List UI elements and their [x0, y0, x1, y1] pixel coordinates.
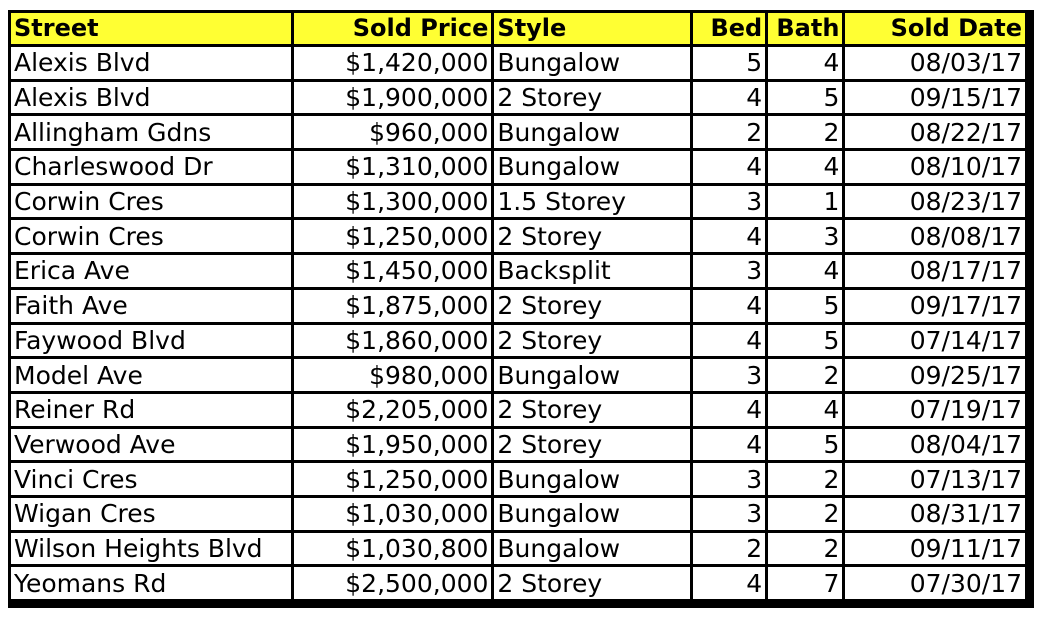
cell-bed[interactable]: 3	[693, 186, 765, 218]
cell-bed[interactable]: 4	[693, 325, 765, 357]
header-sold-date[interactable]: Sold Date	[845, 13, 1025, 44]
cell-bath[interactable]: 2	[768, 533, 842, 565]
table-row	[11, 151, 1025, 183]
cell-style[interactable]: Bungalow	[494, 463, 690, 495]
cell-street[interactable]: Erica Ave	[11, 255, 291, 287]
cell-style[interactable]: 2 Storey	[494, 82, 690, 114]
header-bed[interactable]: Bed	[693, 13, 765, 44]
cell-sold-price[interactable]: $1,310,000	[294, 151, 492, 183]
cell-bed[interactable]: 3	[693, 255, 765, 287]
cell-sold-date[interactable]: 09/17/17	[845, 290, 1025, 322]
cell-sold-date[interactable]: 09/11/17	[845, 533, 1025, 565]
cell-sold-date[interactable]: 07/30/17	[845, 567, 1025, 599]
cell-bath[interactable]: 4	[768, 47, 842, 79]
cell-bath[interactable]: 3	[768, 220, 842, 252]
sales-table	[8, 10, 1028, 602]
cell-bath[interactable]: 2	[768, 463, 842, 495]
cell-bath[interactable]: 7	[768, 567, 842, 599]
table-row	[11, 533, 1025, 565]
cell-bed[interactable]: 2	[693, 533, 765, 565]
cell-bed[interactable]: 4	[693, 394, 765, 426]
cell-bath[interactable]: 4	[768, 151, 842, 183]
table-row	[11, 394, 1025, 426]
cell-bath[interactable]: 4	[768, 255, 842, 287]
cell-street[interactable]: Corwin Cres	[11, 220, 291, 252]
cell-street[interactable]: Alexis Blvd	[11, 47, 291, 79]
header-row	[11, 13, 1025, 44]
cell-bath[interactable]: 5	[768, 82, 842, 114]
table-row	[11, 82, 1025, 114]
cell-sold-price[interactable]: $1,875,000	[294, 290, 492, 322]
cell-street[interactable]: Allingham Gdns	[11, 116, 291, 148]
cell-sold-date[interactable]: 08/22/17	[845, 116, 1025, 148]
cell-sold-price[interactable]: $1,900,000	[294, 82, 492, 114]
cell-style[interactable]: 2 Storey	[494, 567, 690, 599]
cell-street[interactable]: Alexis Blvd	[11, 82, 291, 114]
header-style[interactable]: Style	[494, 13, 690, 44]
cell-style[interactable]: 2 Storey	[494, 220, 690, 252]
cell-style[interactable]: 2 Storey	[494, 429, 690, 461]
cell-bed[interactable]: 3	[693, 359, 765, 391]
cell-street[interactable]: Vinci Cres	[11, 463, 291, 495]
cell-bed[interactable]: 4	[693, 429, 765, 461]
cell-sold-date[interactable]: 08/10/17	[845, 151, 1025, 183]
cell-sold-date[interactable]: 08/03/17	[845, 47, 1025, 79]
cell-street[interactable]: Faywood Blvd	[11, 325, 291, 357]
cell-bath[interactable]: 2	[768, 116, 842, 148]
cell-style[interactable]: Bungalow	[494, 116, 690, 148]
table-row	[11, 429, 1025, 461]
table-row	[11, 220, 1025, 252]
cell-sold-price[interactable]: $1,450,000	[294, 255, 492, 287]
cell-bed[interactable]: 4	[693, 220, 765, 252]
cell-bath[interactable]: 5	[768, 290, 842, 322]
cell-bed[interactable]: 4	[693, 82, 765, 114]
cell-sold-price[interactable]: $2,500,000	[294, 567, 492, 599]
cell-sold-price[interactable]: $2,205,000	[294, 394, 492, 426]
cell-bath[interactable]: 5	[768, 429, 842, 461]
cell-bed[interactable]: 4	[693, 290, 765, 322]
cell-style[interactable]: Backsplit	[494, 255, 690, 287]
cell-street[interactable]: Yeomans Rd	[11, 567, 291, 599]
table-row	[11, 290, 1025, 322]
cell-street[interactable]: Wilson Heights Blvd	[11, 533, 291, 565]
cell-street[interactable]: Verwood Ave	[11, 429, 291, 461]
cell-bath[interactable]: 2	[768, 498, 842, 530]
header-street[interactable]: Street	[11, 13, 291, 44]
cell-style[interactable]: Bungalow	[494, 151, 690, 183]
cell-sold-date[interactable]: 07/19/17	[845, 394, 1025, 426]
cell-street[interactable]: Wigan Cres	[11, 498, 291, 530]
cell-bath[interactable]: 4	[768, 394, 842, 426]
cell-style[interactable]: Bungalow	[494, 359, 690, 391]
cell-style[interactable]: 2 Storey	[494, 394, 690, 426]
cell-sold-date[interactable]: 09/15/17	[845, 82, 1025, 114]
cell-sold-price[interactable]: $1,420,000	[294, 47, 492, 79]
table-row	[11, 186, 1025, 218]
cell-style[interactable]: 2 Storey	[494, 290, 690, 322]
cell-sold-date[interactable]: 09/25/17	[845, 359, 1025, 391]
cell-style[interactable]: Bungalow	[494, 498, 690, 530]
cell-bed[interactable]: 4	[693, 151, 765, 183]
cell-style[interactable]: Bungalow	[494, 47, 690, 79]
table-row	[11, 567, 1025, 599]
cell-sold-price[interactable]: $1,950,000	[294, 429, 492, 461]
cell-style[interactable]: 2 Storey	[494, 325, 690, 357]
table-row	[11, 255, 1025, 287]
table-row	[11, 325, 1025, 357]
cell-sold-price[interactable]: $960,000	[294, 116, 492, 148]
cell-bed[interactable]: 3	[693, 498, 765, 530]
cell-sold-price[interactable]: $1,250,000	[294, 463, 492, 495]
cell-street[interactable]: Faith Ave	[11, 290, 291, 322]
cell-style[interactable]: 1.5 Storey	[494, 186, 690, 218]
cell-bed[interactable]: 3	[693, 463, 765, 495]
cell-sold-price[interactable]: $1,030,000	[294, 498, 492, 530]
cell-bed[interactable]: 5	[693, 47, 765, 79]
table-row	[11, 116, 1025, 148]
cell-sold-price[interactable]: $1,250,000	[294, 220, 492, 252]
cell-sold-date[interactable]: 08/31/17	[845, 498, 1025, 530]
cell-sold-date[interactable]: 08/08/17	[845, 220, 1025, 252]
cell-street[interactable]: Corwin Cres	[11, 186, 291, 218]
cell-bed[interactable]: 4	[693, 567, 765, 599]
cell-sold-date[interactable]: 07/14/17	[845, 325, 1025, 357]
table-row	[11, 463, 1025, 495]
cell-sold-date[interactable]: 08/17/17	[845, 255, 1025, 287]
table-row	[11, 47, 1025, 79]
cell-sold-price[interactable]: $1,030,800	[294, 533, 492, 565]
header-sold-price[interactable]: Sold Price	[294, 13, 492, 44]
cell-sold-price[interactable]: $1,300,000	[294, 186, 492, 218]
sales-table-container	[8, 10, 1034, 608]
cell-sold-date[interactable]: 07/13/17	[845, 463, 1025, 495]
cell-sold-price[interactable]: $1,860,000	[294, 325, 492, 357]
cell-sold-date[interactable]: 08/23/17	[845, 186, 1025, 218]
cell-street[interactable]: Charleswood Dr	[11, 151, 291, 183]
cell-bath[interactable]: 1	[768, 186, 842, 218]
table-row	[11, 498, 1025, 530]
cell-bath[interactable]: 5	[768, 325, 842, 357]
table-row	[11, 359, 1025, 391]
cell-bath[interactable]: 2	[768, 359, 842, 391]
cell-street[interactable]: Reiner Rd	[11, 394, 291, 426]
cell-sold-date[interactable]: 08/04/17	[845, 429, 1025, 461]
cell-sold-price[interactable]: $980,000	[294, 359, 492, 391]
cell-street[interactable]: Model Ave	[11, 359, 291, 391]
cell-style[interactable]: Bungalow	[494, 533, 690, 565]
header-bath[interactable]: Bath	[768, 13, 842, 44]
cell-bed[interactable]: 2	[693, 116, 765, 148]
